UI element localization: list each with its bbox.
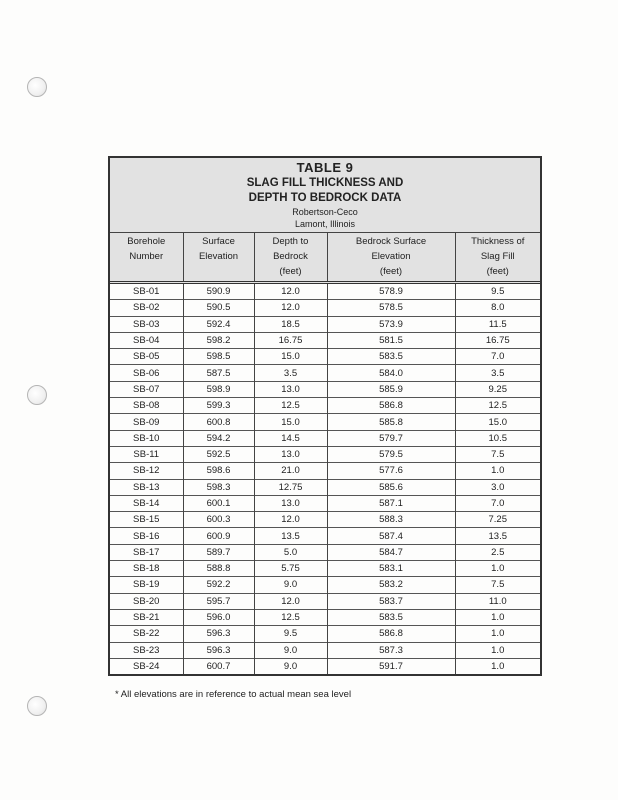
column-header-bedrock-surface-elevation [327,233,455,283]
table-cell-bedrock-surface-elevation: 577.6 [327,463,455,479]
table-cell-borehole-number: SB-21 [110,609,183,625]
table-cell-bedrock-surface-elevation: 583.1 [327,561,455,577]
table-cell-bedrock-surface-elevation: 584.0 [327,365,455,381]
table-row [110,398,540,414]
table-row [110,283,540,300]
table-cell-borehole-number: SB-06 [110,365,183,381]
table-row [110,430,540,446]
table-cell-borehole-number: SB-03 [110,316,183,332]
column-header-line: Borehole [127,236,166,247]
table-cell-depth-to-bedrock: 9.0 [254,577,327,593]
table-cell-slag-fill-thickness: 11.5 [455,316,540,332]
table-cell-depth-to-bedrock: 12.0 [254,593,327,609]
table-cell-bedrock-surface-elevation: 573.9 [327,316,455,332]
table-cell-borehole-number: SB-05 [110,349,183,365]
table-title-block [110,158,540,233]
table-cell-borehole-number: SB-08 [110,398,183,414]
table-cell-slag-fill-thickness: 1.0 [455,642,540,658]
column-header-line: Elevation [371,251,411,262]
table-row [110,528,540,544]
column-header-line: Thickness of [471,236,525,247]
table-body [110,283,540,675]
table-cell-borehole-number: SB-17 [110,544,183,560]
column-header-line [184,264,254,279]
table-cell-slag-fill-thickness: 1.0 [455,658,540,674]
column-header-line: Elevation [198,251,239,262]
table-cell-depth-to-bedrock: 12.5 [254,398,327,414]
table-cell-surface-elevation: 600.1 [183,495,254,511]
table-cell-depth-to-bedrock: 12.0 [254,512,327,528]
table-company: Robertson-Ceco [292,207,358,217]
table-cell-borehole-number: SB-10 [110,430,183,446]
table-cell-bedrock-surface-elevation: 591.7 [327,658,455,674]
column-header-line: Surface [202,236,235,247]
table-cell-slag-fill-thickness: 1.0 [455,561,540,577]
table-cell-borehole-number: SB-24 [110,658,183,674]
table-cell-depth-to-bedrock: 13.0 [254,381,327,397]
table-cell-slag-fill-thickness: 2.5 [455,544,540,560]
table-cell-bedrock-surface-elevation: 586.8 [327,398,455,414]
table-cell-bedrock-surface-elevation: 587.3 [327,642,455,658]
table-cell-depth-to-bedrock: 15.0 [254,349,327,365]
binder-hole-middle [27,385,47,405]
table-row [110,479,540,495]
table-row [110,316,540,332]
table-cell-slag-fill-thickness: 1.0 [455,463,540,479]
table-cell-borehole-number: SB-20 [110,593,183,609]
table-cell-surface-elevation: 598.5 [183,349,254,365]
table-subtitle-line1: SLAG FILL THICKNESS AND [246,177,404,189]
table-cell-surface-elevation: 595.7 [183,593,254,609]
binder-hole-top [27,77,47,97]
table-cell-slag-fill-thickness: 8.0 [455,300,540,316]
table-cell-slag-fill-thickness: 7.0 [455,495,540,511]
column-header-line: Slag Fill [480,251,515,262]
table-cell-surface-elevation: 599.3 [183,398,254,414]
column-header-line: Number [129,251,164,262]
table-cell-bedrock-surface-elevation: 586.8 [327,626,455,642]
column-header-line [110,264,183,279]
table-cell-slag-fill-thickness: 15.0 [455,414,540,430]
table-cell-depth-to-bedrock: 16.75 [254,332,327,348]
table-row [110,495,540,511]
column-header-line: Bedrock Surface [355,236,427,247]
data-table-container [108,156,542,676]
table-cell-bedrock-surface-elevation: 585.9 [327,381,455,397]
table-cell-slag-fill-thickness: 7.5 [455,577,540,593]
table-row [110,593,540,609]
table-row [110,658,540,674]
table-cell-bedrock-surface-elevation: 587.1 [327,495,455,511]
table-row [110,609,540,625]
table-row [110,561,540,577]
table-subtitle-line2: DEPTH TO BEDROCK DATA [248,192,402,204]
table-cell-slag-fill-thickness: 9.25 [455,381,540,397]
table-cell-slag-fill-thickness: 11.0 [455,593,540,609]
table-cell-borehole-number: SB-19 [110,577,183,593]
table-cell-borehole-number: SB-12 [110,463,183,479]
column-header-line: (feet) [279,266,302,277]
table-cell-depth-to-bedrock: 13.0 [254,495,327,511]
binder-hole-bottom [27,696,47,716]
table-title: TABLE 9 [296,160,354,175]
table-cell-borehole-number: SB-04 [110,332,183,348]
table-cell-borehole-number: SB-07 [110,381,183,397]
table-row [110,626,540,642]
table-cell-surface-elevation: 592.2 [183,577,254,593]
table-cell-surface-elevation: 596.3 [183,626,254,642]
table-cell-surface-elevation: 600.9 [183,528,254,544]
table-cell-borehole-number: SB-01 [133,286,160,298]
table-row [110,381,540,397]
table-cell-surface-elevation: 598.9 [183,381,254,397]
table-cell-bedrock-surface-elevation: 588.3 [327,512,455,528]
table-cell-slag-fill-thickness: 3.0 [455,479,540,495]
table-cell-surface-elevation: 598.2 [183,332,254,348]
table-cell-bedrock-surface-elevation: 578.9 [327,283,455,300]
table-cell-surface-elevation: 592.4 [183,316,254,332]
table-cell-depth-to-bedrock: 18.5 [254,316,327,332]
table-cell-borehole-number: SB-22 [110,626,183,642]
table-cell-borehole-number: SB-02 [110,300,183,316]
table-cell-depth-to-bedrock: 13.0 [254,446,327,462]
table-cell-surface-elevation: 600.3 [183,512,254,528]
table-cell-bedrock-surface-elevation: 583.5 [327,609,455,625]
table-cell-bedrock-surface-elevation: 581.5 [327,332,455,348]
column-header-line: Depth to [272,236,309,247]
table-cell-surface-elevation: 587.5 [183,365,254,381]
table-cell-slag-fill-thickness: 1.0 [455,626,540,642]
table-cell-bedrock-surface-elevation: 578.5 [327,300,455,316]
table-cell-surface-elevation: 588.8 [183,561,254,577]
table-cell-depth-to-bedrock: 13.5 [254,528,327,544]
table-cell-depth-to-bedrock: 12.0 [254,283,327,300]
table-cell-surface-elevation: 596.3 [183,642,254,658]
table-cell-slag-fill-thickness: 3.5 [455,365,540,381]
table-cell-borehole-number: SB-13 [110,479,183,495]
table-cell-slag-fill-thickness: 12.5 [455,398,540,414]
table-cell-bedrock-surface-elevation: 579.5 [327,446,455,462]
table-cell-depth-to-bedrock: 9.0 [254,642,327,658]
table-cell-bedrock-surface-elevation: 579.7 [327,430,455,446]
table-cell-slag-fill-thickness: 10.5 [455,430,540,446]
table-cell-borehole-number: SB-14 [110,495,183,511]
table-cell-slag-fill-thickness: 1.0 [455,609,540,625]
table-cell-depth-to-bedrock: 9.5 [254,626,327,642]
table-cell-surface-elevation: 594.2 [183,430,254,446]
table-cell-depth-to-bedrock: 5.0 [254,544,327,560]
table-cell-bedrock-surface-elevation: 584.7 [327,544,455,560]
table-cell-depth-to-bedrock: 12.75 [254,479,327,495]
table-cell-borehole-number: SB-18 [110,561,183,577]
footnote: * All elevations are in reference to actual mean sea level [115,689,352,700]
table-cell-bedrock-surface-elevation: 585.8 [327,414,455,430]
table-cell-slag-fill-thickness: 7.25 [455,512,540,528]
table-cell-borehole-number: SB-23 [110,642,183,658]
table-cell-surface-elevation: 590.9 [183,283,254,300]
column-header-depth-to-bedrock [254,233,327,283]
table-cell-slag-fill-thickness: 9.5 [455,283,540,300]
table-cell-bedrock-surface-elevation: 585.6 [327,479,455,495]
table-cell-bedrock-surface-elevation: 583.2 [327,577,455,593]
table-cell-depth-to-bedrock: 12.5 [254,609,327,625]
table-location: Lamont, Illinois [294,219,356,229]
table-cell-depth-to-bedrock: 3.5 [254,365,327,381]
table-cell-bedrock-surface-elevation: 583.5 [327,349,455,365]
table-cell-surface-elevation: 596.0 [183,609,254,625]
bedrock-data-table [110,233,540,674]
column-header-borehole-number [110,233,183,283]
table-header-row [110,233,540,283]
table-cell-surface-elevation: 589.7 [183,544,254,560]
column-header-line: (feet) [379,266,403,277]
table-cell-bedrock-surface-elevation: 587.4 [327,528,455,544]
column-header-slag-fill-thickness [455,233,540,283]
table-row [110,512,540,528]
table-row [110,463,540,479]
table-cell-borehole-number: SB-15 [110,512,183,528]
table-cell-depth-to-bedrock: 14.5 [254,430,327,446]
table-row [110,414,540,430]
table-row [110,577,540,593]
table-cell-slag-fill-thickness: 16.75 [455,332,540,348]
table-cell-bedrock-surface-elevation: 583.7 [327,593,455,609]
table-cell-depth-to-bedrock: 15.0 [254,414,327,430]
table-row [110,642,540,658]
table-row [110,300,540,316]
table-cell-borehole-number: SB-16 [110,528,183,544]
table-cell-depth-to-bedrock: 5.75 [254,561,327,577]
table-row [110,544,540,560]
table-cell-depth-to-bedrock: 12.0 [254,300,327,316]
table-cell-borehole-number: SB-11 [110,446,183,462]
table-cell-surface-elevation: 600.7 [183,658,254,674]
column-header-line: (feet) [486,266,509,277]
table-row [110,332,540,348]
table-row [110,365,540,381]
table-cell-surface-elevation: 592.5 [183,446,254,462]
table-cell-surface-elevation: 598.6 [183,463,254,479]
column-header-line: Bedrock [273,251,308,262]
table-cell-surface-elevation: 600.8 [183,414,254,430]
table-cell-surface-elevation: 598.3 [183,479,254,495]
table-cell-slag-fill-thickness: 7.5 [455,446,540,462]
table-cell-slag-fill-thickness: 13.5 [455,528,540,544]
column-header-surface-elevation [183,233,254,283]
table-cell-slag-fill-thickness: 7.0 [455,349,540,365]
table-cell-depth-to-bedrock: 9.0 [254,658,327,674]
table-row [110,446,540,462]
table-row [110,349,540,365]
table-cell-borehole-number: SB-09 [110,414,183,430]
table-cell-depth-to-bedrock: 21.0 [254,463,327,479]
table-cell-surface-elevation: 590.5 [183,300,254,316]
